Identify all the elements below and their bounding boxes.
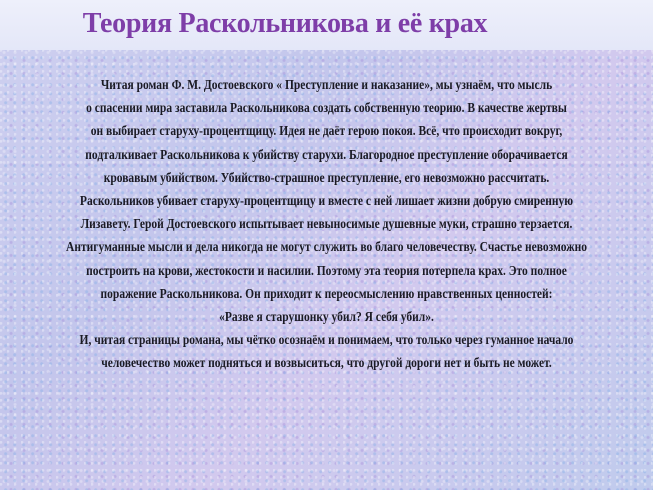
body-line: Лизавету. Герой Достоевского испытывает невыносимые душевные муки, страшно терзается. xyxy=(80,216,573,232)
body-line: Раскольников убивает старуху-процентщицу и вместе с ней лишает жизни добрую смиренную xyxy=(79,192,574,208)
body-line: построить на крови, жестокости и насилии. Поэтому эта теория потерпела крах. Это полное xyxy=(86,262,567,278)
slide-title: Теория Раскольникова и её крах xyxy=(82,8,488,39)
body-line: о спасении мира заставила Раскольникова создать собственную теорию. В качестве жертвы xyxy=(86,100,567,116)
body-line: Читая роман Ф. М. Достоевского « Преступление и наказание», мы узнаём, что мысль xyxy=(100,77,553,92)
body-line: поражение Раскольникова. Он приходит к переосмыслению нравственных ценностей: xyxy=(100,285,553,301)
body-line: человечество может подняться и возвыситься, что другой дороги нет и быть не может. xyxy=(101,355,552,371)
body-line: И, читая страницы романа, мы чётко осознаём и понимаем, что только через гуманное начало xyxy=(79,332,574,348)
body-line: он выбирает старуху-процентщицу. Идея не даёт герою покоя. Всё, что происходит вокруг, xyxy=(90,123,563,139)
body-line: подталкивает Раскольникова к убийству старухи. Благородное преступление оборачивается xyxy=(85,146,568,162)
quote-line: «Разве я старушонку убил? Я себя убил». xyxy=(219,308,434,324)
slide-body-text xyxy=(8,73,645,374)
body-line: кровавым убийством. Убийство-страшное преступление, его невозможно рассчитать. xyxy=(103,169,550,185)
body-line: Антигуманные мысли и дела никогда не могут служить во благо человечеству. Счастье невозможно xyxy=(66,239,587,255)
